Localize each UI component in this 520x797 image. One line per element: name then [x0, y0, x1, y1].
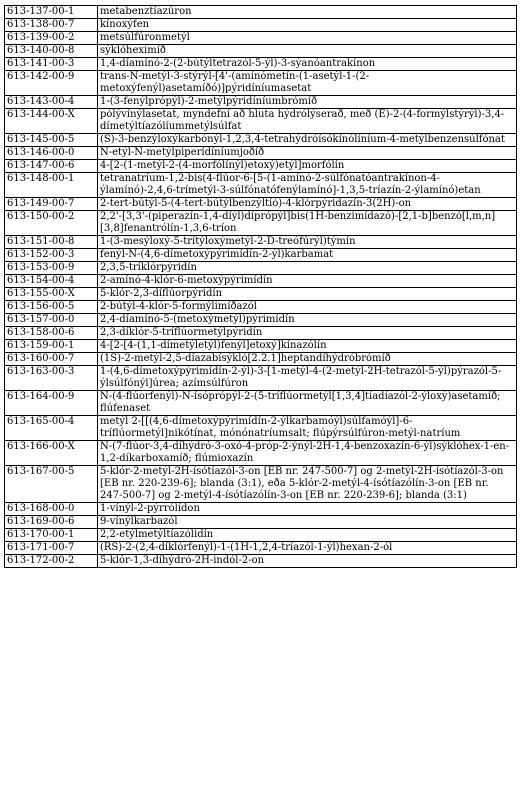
substance-name-cell: 5-klór-2-metýl-2H-ísótíazól-3-on [EB nr. 247-500-7] og 2-metýl-2H-ísótíazól-3-on [EB nr. 220-239-6]; blanda (3:1), eða 5-klór-2-metýl-4-ísótíazólín-3-on [EB nr. 247-500-7] og 2-metýl-4-ísótíazólín-3-on [EB nr. 220-239-6]; blanda (3:1) [98, 466, 517, 503]
substance-name-cell: 2,3,5-tríklórpýridín [98, 262, 517, 275]
table-row [5, 340, 517, 353]
table-row [5, 503, 517, 516]
substance-name-cell: metabenztíazúron [98, 6, 517, 19]
substance-table-body [5, 6, 517, 568]
substance-name-cell: metsúlfúronmetýl [98, 32, 517, 45]
table-row [5, 71, 517, 96]
table-row [5, 160, 517, 173]
index-number-cell: 613-172-00-2 [5, 555, 98, 568]
substance-name-cell: kínoxýfen [98, 19, 517, 32]
index-number-cell: 613-170-00-1 [5, 529, 98, 542]
table-row [5, 327, 517, 340]
substance-name-cell: fenýl-N-(4,6-dímetoxýpýrimídín-2-ýl)karbamat [98, 249, 517, 262]
table-row [5, 529, 517, 542]
index-number-cell: 613-138-00-7 [5, 19, 98, 32]
substance-name-cell: 4-[2-[4-(1,1-dímetýletýl)fenýl]etoxý]kínazólín [98, 340, 517, 353]
substance-name-cell: 2-amínó-4-klór-6-metoxýpýrimídín [98, 275, 517, 288]
index-number-cell: 613-165-00-4 [5, 416, 98, 441]
table-row [5, 542, 517, 555]
table-row [5, 249, 517, 262]
index-number-cell: 613-141-00-3 [5, 58, 98, 71]
index-number-cell: 613-169-00-6 [5, 516, 98, 529]
table-row [5, 45, 517, 58]
substance-name-cell: 1-(4,6-dímetoxýpýrimídín-2-ýl)-3-[1-metýl-4-(2-metýl-2H-tetrazól-5-ýl)pýrazól-5-ýlsúlfónýl]úrea; azímsúlfúron [98, 366, 517, 391]
substance-table [4, 5, 517, 568]
index-number-cell: 613-159-00-1 [5, 340, 98, 353]
table-row [5, 441, 517, 466]
index-number-cell: 613-137-00-1 [5, 6, 98, 19]
substance-name-cell: N-(7-flúor-3,4-díhýdró-3-oxó-4-próp-2-ýnýl-2H-1,4-benzoxazín-6-ýl)sýklóhex-1-en-1,2-díkarboxamíð; flúmioxazín [98, 441, 517, 466]
table-row [5, 262, 517, 275]
index-number-cell: 613-150-00-2 [5, 211, 98, 236]
index-number-cell: 613-143-00-4 [5, 96, 98, 109]
substance-name-cell: 1-(3-mesýloxý-5-trítýloxýmetýl-2-D-treófúrýl)týmín [98, 236, 517, 249]
table-row [5, 32, 517, 45]
substance-name-cell: 9-vínýlkarbazól [98, 516, 517, 529]
substance-name-cell: 2,4-díamínó-5-(metoxýmetýl)pýrimídín [98, 314, 517, 327]
index-number-cell: 613-158-00-6 [5, 327, 98, 340]
substance-name-cell: pólývínýlasetat, myndefní að hluta hýdrólýserað, með (E)-2-(4-formýlstýrýl)-3,4-dímetýltíazólíummetýlsúlfat [98, 109, 517, 134]
index-number-cell: 613-149-00-7 [5, 198, 98, 211]
substance-name-cell: metýl 2-[[(4,6-dímetoxýpýrimídín-2-ýlkarbamóýl)súlfamóýl]-6-tríflúormetýl]nikótínat, mónónatríumsalt; flúpýrsúlfúron-metýl-natríum [98, 416, 517, 441]
substance-name-cell: trans-N-metýl-3-stýrýl-[4'-(amínómetín-(1-asetýl-1-(2-metoxýfenýl)asetamíðó)]pýridíníumasetat [98, 71, 517, 96]
table-row [5, 109, 517, 134]
table-row [5, 236, 517, 249]
index-number-cell: 613-142-00-9 [5, 71, 98, 96]
table-row [5, 198, 517, 211]
table-row [5, 96, 517, 109]
substance-name-cell: 5-klór-2,3-díflúorpýridín [98, 288, 517, 301]
index-number-cell: 613-152-00-3 [5, 249, 98, 262]
index-number-cell: 613-147-00-6 [5, 160, 98, 173]
index-number-cell: 613-151-00-8 [5, 236, 98, 249]
table-row [5, 391, 517, 416]
substance-name-cell: 2,3-díklór-5-tríflúormetýlpýridín [98, 327, 517, 340]
table-row [5, 366, 517, 391]
index-number-cell: 613-153-00-9 [5, 262, 98, 275]
table-row [5, 288, 517, 301]
table-row [5, 466, 517, 503]
index-number-cell: 613-167-00-5 [5, 466, 98, 503]
index-number-cell: 613-171-00-7 [5, 542, 98, 555]
substance-name-cell: tetranatríum-1,2-bis(4-flúor-6-[5-(1-amínó-2-súlfónatóantrakínon-4-ýlamínó)-2,4,6-trímetýl-3-súlfónatófenýlamínó]-1,3,5-tríazín-2-ýlamínó)etan [98, 173, 517, 198]
table-row [5, 173, 517, 198]
table-row [5, 416, 517, 441]
substance-name-cell: sýklóheximíð [98, 45, 517, 58]
table-row [5, 147, 517, 160]
substance-name-cell: N-etýl-N-metýlpiperídíníumjoðíð [98, 147, 517, 160]
substance-name-cell: 2-bútýl-4-klór-5-formýlimíðazól [98, 301, 517, 314]
index-number-cell: 613-164-00-9 [5, 391, 98, 416]
index-number-cell: 613-168-00-0 [5, 503, 98, 516]
table-row [5, 211, 517, 236]
index-number-cell: 613-156-00-5 [5, 301, 98, 314]
table-row [5, 58, 517, 71]
table-row [5, 516, 517, 529]
substance-name-cell: 2,2'-[3,3'-(piperazín-1,4-díýl)díprópýl]bis(1H-benzimídazó)-[2,1-b]benzó[l,m,n][3,8]fenantrólín-1,3,6-tríon [98, 211, 517, 236]
index-number-cell: 613-139-00-2 [5, 32, 98, 45]
substance-name-cell: 2,2-etýlmetýltíazólidín [98, 529, 517, 542]
substance-name-cell: 1,4-díamínó-2-(2-bútýltetrazól-5-ýl)-3-sýanóantrakínon [98, 58, 517, 71]
index-number-cell: 613-148-00-1 [5, 173, 98, 198]
table-row [5, 314, 517, 327]
index-number-cell: 613-157-00-0 [5, 314, 98, 327]
substance-name-cell: (S)-3-benzýloxýkarbónýl-1,2,3,4-tetrahýdróísókínólíníum-4-metýlbenzensúlfónat [98, 134, 517, 147]
index-number-cell: 613-166-00-X [5, 441, 98, 466]
index-number-cell: 613-160-00-7 [5, 353, 98, 366]
table-row [5, 19, 517, 32]
table-row [5, 301, 517, 314]
substance-name-cell: 5-klór-1,3-díhýdró-2H-indól-2-on [98, 555, 517, 568]
table-row [5, 555, 517, 568]
index-number-cell: 613-146-00-0 [5, 147, 98, 160]
index-number-cell: 613-145-00-5 [5, 134, 98, 147]
index-number-cell: 613-144-00-X [5, 109, 98, 134]
index-number-cell: 613-140-00-8 [5, 45, 98, 58]
table-row [5, 6, 517, 19]
table-row [5, 275, 517, 288]
substance-name-cell: N-(4-flúorfenýl)-N-ísóprópýl-2-(5-tríflúormetýl[1,3,4]tíadíazól-2-ýloxý)asetamíð; flúfenaset [98, 391, 517, 416]
table-row [5, 353, 517, 366]
document-page [4, 5, 516, 568]
substance-name-cell: 1-vínýl-2-pýrrólídon [98, 503, 517, 516]
index-number-cell: 613-155-00-X [5, 288, 98, 301]
substance-name-cell: (RS)-2-(2,4-díklórfenýl)-1-(1H-1,2,4-tríazól-1-ýl)hexan-2-ól [98, 542, 517, 555]
substance-name-cell: 2-tert-bútýl-5-(4-tert-bútýlbenzýltíó)-4-klórpýridazín-3(2H)-on [98, 198, 517, 211]
substance-name-cell: (1S)-2-metýl-2,5-díazabísýkló[2.2.1]heptandíhýdróbrómíð [98, 353, 517, 366]
substance-name-cell: 4-[2-(1-metýl-2-(4-morfólínýl)etoxý)etýl]morfólín [98, 160, 517, 173]
index-number-cell: 613-154-00-4 [5, 275, 98, 288]
index-number-cell: 613-163-00-3 [5, 366, 98, 391]
table-row [5, 134, 517, 147]
substance-name-cell: 1-(3-fenýlprópýl)-2-metýlpýridíníumbrómíð [98, 96, 517, 109]
